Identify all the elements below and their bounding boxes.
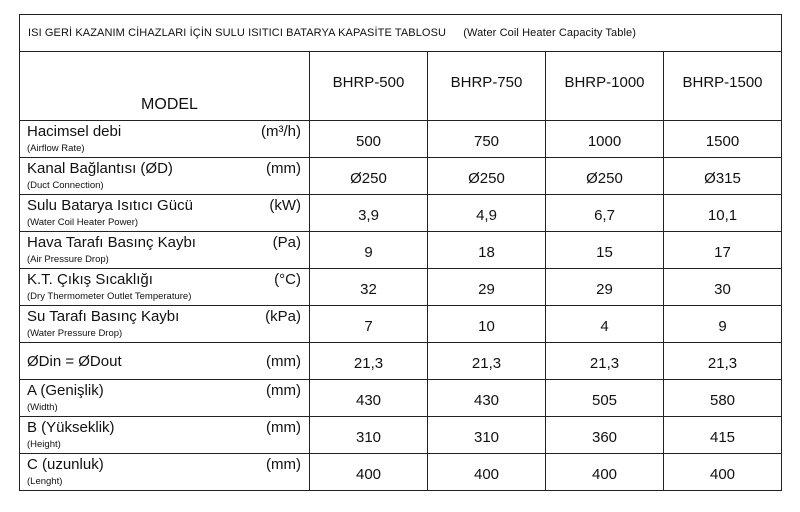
row-label: Hacimsel debi: [27, 123, 122, 140]
row-label: Hava Tarafı Basınç Kaybı: [27, 234, 196, 251]
value-cell: 3,9: [310, 195, 428, 232]
row-label-cell: [20, 195, 310, 232]
table-row: [20, 380, 782, 417]
value-cell: 4: [546, 306, 664, 343]
table-row: [20, 158, 782, 195]
value-cell: 505: [546, 380, 664, 417]
value-cell: 310: [310, 417, 428, 454]
row-label: C (uzunluk): [27, 456, 104, 473]
row-unit: (mm): [266, 419, 301, 436]
value-cell: 18: [428, 232, 546, 269]
value-cell: 21,3: [310, 343, 428, 380]
row-unit: (mm): [266, 353, 301, 370]
row-sublabel: (Airflow Rate): [27, 143, 85, 154]
model-header: BHRP-750: [428, 52, 546, 121]
value-cell: 21,3: [664, 343, 782, 380]
capacity-table: [19, 14, 782, 491]
table-title-en: (Water Coil Heater Capacity Table): [463, 27, 636, 39]
row-label: ØDin = ØDout: [27, 353, 122, 370]
row-label-cell: [20, 343, 310, 380]
value-cell: 21,3: [428, 343, 546, 380]
value-cell: 10,1: [664, 195, 782, 232]
value-cell: 30: [664, 269, 782, 306]
row-label-cell: [20, 158, 310, 195]
table-title-tr: ISI GERİ KAZANIM CİHAZLARI İÇİN SULU ISITICI BATARYA KAPASİTE TABLOSU: [28, 27, 447, 39]
table-row: [20, 454, 782, 491]
row-unit: (m³/h): [261, 123, 301, 140]
value-cell: 400: [546, 454, 664, 491]
value-cell: 7: [310, 306, 428, 343]
table-row: [20, 195, 782, 232]
value-cell: 9: [310, 232, 428, 269]
row-label: A (Genişlik): [27, 382, 104, 399]
row-unit: (kW): [269, 197, 301, 214]
value-cell: 29: [546, 269, 664, 306]
table-title: [20, 15, 782, 52]
row-label-cell: [20, 454, 310, 491]
value-cell: 400: [310, 454, 428, 491]
value-cell: 580: [664, 380, 782, 417]
row-sublabel: (Water Pressure Drop): [27, 328, 123, 339]
row-sublabel: (Air Pressure Drop): [27, 254, 109, 265]
value-cell: 360: [546, 417, 664, 454]
model-header: BHRP-500: [310, 52, 428, 121]
header-row: [20, 52, 782, 121]
row-label-cell: [20, 417, 310, 454]
value-cell: 6,7: [546, 195, 664, 232]
value-cell: 310: [428, 417, 546, 454]
table-row: [20, 269, 782, 306]
row-label-cell: [20, 380, 310, 417]
table-row: [20, 232, 782, 269]
row-unit: (mm): [266, 382, 301, 399]
row-unit: (mm): [266, 456, 301, 473]
row-unit: (mm): [266, 160, 301, 177]
value-cell: 430: [428, 380, 546, 417]
row-label-cell: [20, 121, 310, 158]
row-sublabel: (Lenght): [27, 476, 63, 487]
row-unit: (Pa): [272, 234, 301, 251]
value-cell: 17: [664, 232, 782, 269]
value-cell: 400: [428, 454, 546, 491]
table-row: [20, 343, 782, 380]
value-cell: 10: [428, 306, 546, 343]
value-cell: Ø250: [310, 158, 428, 195]
row-sublabel: (Water Coil Heater Power): [27, 217, 139, 228]
row-sublabel: (Duct Connection): [27, 180, 104, 191]
model-label: MODEL: [20, 52, 310, 121]
value-cell: 21,3: [546, 343, 664, 380]
row-unit: (°C): [274, 271, 301, 288]
table-row: [20, 121, 782, 158]
value-cell: 32: [310, 269, 428, 306]
row-label-cell: [20, 306, 310, 343]
table-row: [20, 417, 782, 454]
capacity-table-container: [19, 14, 779, 491]
row-label-cell: [20, 269, 310, 306]
value-cell: 400: [664, 454, 782, 491]
row-unit: (kPa): [265, 308, 301, 325]
value-cell: 430: [310, 380, 428, 417]
value-cell: 9: [664, 306, 782, 343]
row-sublabel: (Height): [27, 439, 61, 450]
value-cell: Ø250: [546, 158, 664, 195]
row-sublabel: (Dry Thermometer Outlet Temperature): [27, 291, 192, 302]
value-cell: 29: [428, 269, 546, 306]
row-label: Sulu Batarya Isıtıcı Gücü: [27, 197, 193, 214]
model-header: BHRP-1500: [664, 52, 782, 121]
row-label-cell: [20, 232, 310, 269]
value-cell: Ø250: [428, 158, 546, 195]
value-cell: 1000: [546, 121, 664, 158]
value-cell: 4,9: [428, 195, 546, 232]
row-sublabel: (Width): [27, 402, 58, 413]
row-label: B (Yükseklik): [27, 419, 115, 436]
row-label: Kanal Bağlantısı (ØD): [27, 160, 173, 177]
value-cell: 1500: [664, 121, 782, 158]
value-cell: 15: [546, 232, 664, 269]
model-header: BHRP-1000: [546, 52, 664, 121]
value-cell: 750: [428, 121, 546, 158]
table-row: [20, 306, 782, 343]
value-cell: Ø315: [664, 158, 782, 195]
value-cell: 415: [664, 417, 782, 454]
value-cell: 500: [310, 121, 428, 158]
row-label: Su Tarafı Basınç Kaybı: [27, 308, 180, 325]
row-label: K.T. Çıkış Sıcaklığı: [27, 271, 153, 288]
